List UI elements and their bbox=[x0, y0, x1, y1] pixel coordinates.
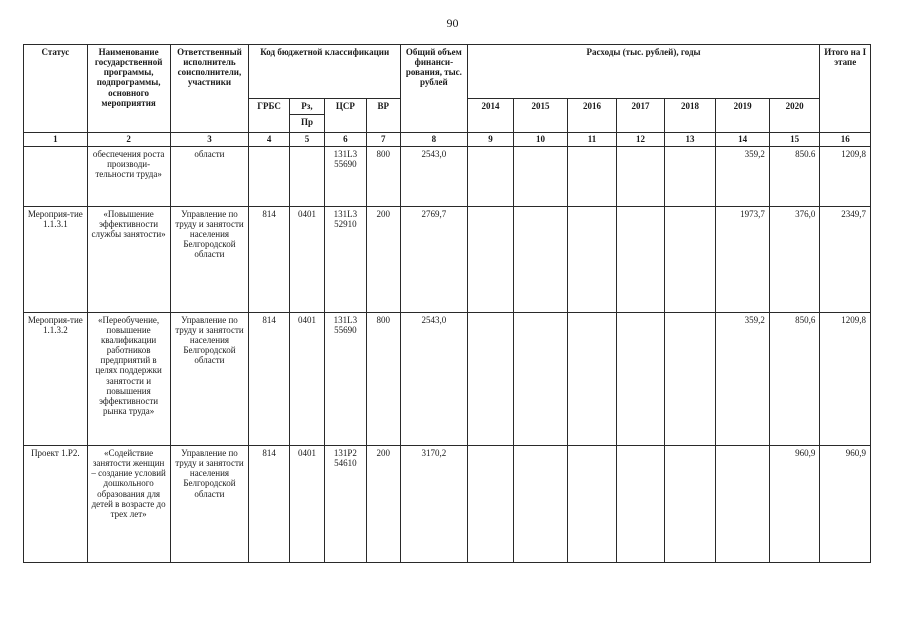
header-vr: ВР bbox=[366, 98, 400, 132]
row-stage-total: 960,9 bbox=[820, 445, 871, 562]
column-number: 1 bbox=[24, 132, 88, 146]
row-vr: 200 bbox=[366, 206, 400, 312]
row-csr bbox=[325, 206, 366, 312]
row-csr bbox=[325, 312, 366, 445]
row-year-cell bbox=[617, 445, 665, 562]
row-rzpr: 0401 bbox=[289, 445, 324, 562]
row-executor: Управление по труду и занятости населения Белгородской области bbox=[170, 312, 249, 445]
row-status: Мероприя-тие 1.1.3.2 bbox=[24, 312, 88, 445]
row-year-cell bbox=[467, 146, 513, 206]
page-number: 90 bbox=[446, 16, 459, 30]
header-year: 2017 bbox=[617, 98, 665, 132]
row-2019: 1973,7 bbox=[716, 206, 770, 312]
column-number: 10 bbox=[514, 132, 568, 146]
row-csr bbox=[325, 146, 366, 206]
row-year-cell bbox=[567, 146, 617, 206]
column-number: 15 bbox=[769, 132, 820, 146]
header-csr: ЦСР bbox=[325, 98, 366, 132]
header-year: 2019 bbox=[716, 98, 770, 132]
column-number: 12 bbox=[617, 132, 665, 146]
row-2020: 376,0 bbox=[769, 206, 820, 312]
row-grbs: 814 bbox=[249, 445, 289, 562]
row-csr-line: 131L3 bbox=[333, 314, 358, 325]
budget-table bbox=[23, 44, 871, 563]
row-year-cell bbox=[617, 206, 665, 312]
row-total: 2543,0 bbox=[401, 312, 468, 445]
row-status bbox=[24, 146, 88, 206]
column-number: 11 bbox=[567, 132, 617, 146]
header-year: 2020 bbox=[769, 98, 820, 132]
row-name: «Переобучение, повышение квалификации работников предприятий в целях поддержки занятости и повышения эффективности рынка труда» bbox=[87, 312, 170, 445]
row-2020: 850.6 bbox=[769, 146, 820, 206]
row-csr-line: 131Р2 bbox=[333, 447, 357, 458]
row-year-cell bbox=[664, 312, 716, 445]
row-year-cell bbox=[467, 206, 513, 312]
table-row bbox=[24, 206, 871, 312]
row-year-cell bbox=[514, 312, 568, 445]
row-csr-line: 54610 bbox=[334, 458, 357, 469]
column-number: 13 bbox=[664, 132, 716, 146]
header-year: 2018 bbox=[664, 98, 716, 132]
row-name: обеспечения роста производи-тельности труда» bbox=[87, 146, 170, 206]
row-year-cell bbox=[664, 146, 716, 206]
header-year: 2014 bbox=[467, 98, 513, 132]
row-csr-line: 131L3 bbox=[333, 208, 358, 219]
table-row bbox=[24, 445, 871, 562]
row-year-cell bbox=[467, 445, 513, 562]
row-2019 bbox=[716, 445, 770, 562]
row-total: 2769,7 bbox=[401, 206, 468, 312]
row-total: 2543,0 bbox=[401, 146, 468, 206]
row-year-cell bbox=[514, 445, 568, 562]
header-executor: Ответственный исполнитель соисполнители, участники bbox=[170, 45, 249, 133]
row-grbs bbox=[249, 146, 289, 206]
column-number: 3 bbox=[170, 132, 249, 146]
column-number: 4 bbox=[249, 132, 289, 146]
row-stage-total: 2349,7 bbox=[820, 206, 871, 312]
row-stage-total: 1209,8 bbox=[820, 312, 871, 445]
column-number: 16 bbox=[820, 132, 871, 146]
column-number: 2 bbox=[87, 132, 170, 146]
column-number: 14 bbox=[716, 132, 770, 146]
table-row bbox=[24, 146, 871, 206]
row-executor: Управление по труду и занятости населения Белгородской области bbox=[170, 206, 249, 312]
header-rz: Рз, bbox=[289, 98, 324, 114]
row-rzpr bbox=[289, 146, 324, 206]
header-budget-code: Код бюджетной классификации bbox=[249, 45, 401, 99]
row-year-cell bbox=[664, 445, 716, 562]
row-year-cell bbox=[467, 312, 513, 445]
header-year: 2015 bbox=[514, 98, 568, 132]
header-expenses: Расходы (тыс. рублей), годы bbox=[467, 45, 820, 99]
header-total: Общий объем финанси-рования, тыс. рублей bbox=[401, 45, 468, 133]
row-year-cell bbox=[514, 206, 568, 312]
column-number: 7 bbox=[366, 132, 400, 146]
column-number: 6 bbox=[325, 132, 366, 146]
row-year-cell bbox=[664, 206, 716, 312]
row-rzpr: 0401 bbox=[289, 312, 324, 445]
header-status: Статус bbox=[24, 45, 88, 133]
row-rzpr: 0401 bbox=[289, 206, 324, 312]
column-number: 8 bbox=[401, 132, 468, 146]
row-vr: 800 bbox=[366, 146, 400, 206]
row-stage-total: 1209,8 bbox=[820, 146, 871, 206]
header-grbs: ГРБС bbox=[249, 98, 289, 132]
row-year-cell bbox=[567, 445, 617, 562]
row-2020: 960,9 bbox=[769, 445, 820, 562]
column-number-row bbox=[24, 132, 871, 146]
column-number: 9 bbox=[467, 132, 513, 146]
row-year-cell bbox=[617, 312, 665, 445]
row-year-cell bbox=[514, 146, 568, 206]
row-name: «Содействие занятости женщин – создание условий дошкольного образования для детей в возрасте до трех лет» bbox=[87, 445, 170, 562]
table-row bbox=[24, 312, 871, 445]
row-csr-line: 55690 bbox=[334, 324, 357, 335]
row-csr-line: 55690 bbox=[334, 158, 357, 169]
header-name: Наименование государственной программы, подпрограммы, основного мероприятия bbox=[87, 45, 170, 133]
row-executor: Управление по труду и занятости населения Белгородской области bbox=[170, 445, 249, 562]
row-status: Мероприя-тие 1.1.3.1 bbox=[24, 206, 88, 312]
row-2019: 359,2 bbox=[716, 146, 770, 206]
row-csr-line: 52910 bbox=[334, 218, 357, 229]
row-grbs: 814 bbox=[249, 312, 289, 445]
row-total: 3170,2 bbox=[401, 445, 468, 562]
row-2019: 359,2 bbox=[716, 312, 770, 445]
row-year-cell bbox=[567, 312, 617, 445]
column-number: 5 bbox=[289, 132, 324, 146]
row-year-cell bbox=[567, 206, 617, 312]
header-year: 2016 bbox=[567, 98, 617, 132]
row-executor: области bbox=[170, 146, 249, 206]
row-grbs: 814 bbox=[249, 206, 289, 312]
header-stage-total: Итого на I этапе bbox=[820, 45, 871, 133]
row-csr-line: 131L3 bbox=[333, 148, 358, 159]
row-csr bbox=[325, 445, 366, 562]
row-status: Проект 1.Р2. bbox=[24, 445, 88, 562]
row-vr: 200 bbox=[366, 445, 400, 562]
row-2020: 850,6 bbox=[769, 312, 820, 445]
header-pr: Пр bbox=[289, 115, 324, 132]
row-vr: 800 bbox=[366, 312, 400, 445]
row-name: «Повышение эффективности службы занятости» bbox=[87, 206, 170, 312]
row-year-cell bbox=[617, 146, 665, 206]
